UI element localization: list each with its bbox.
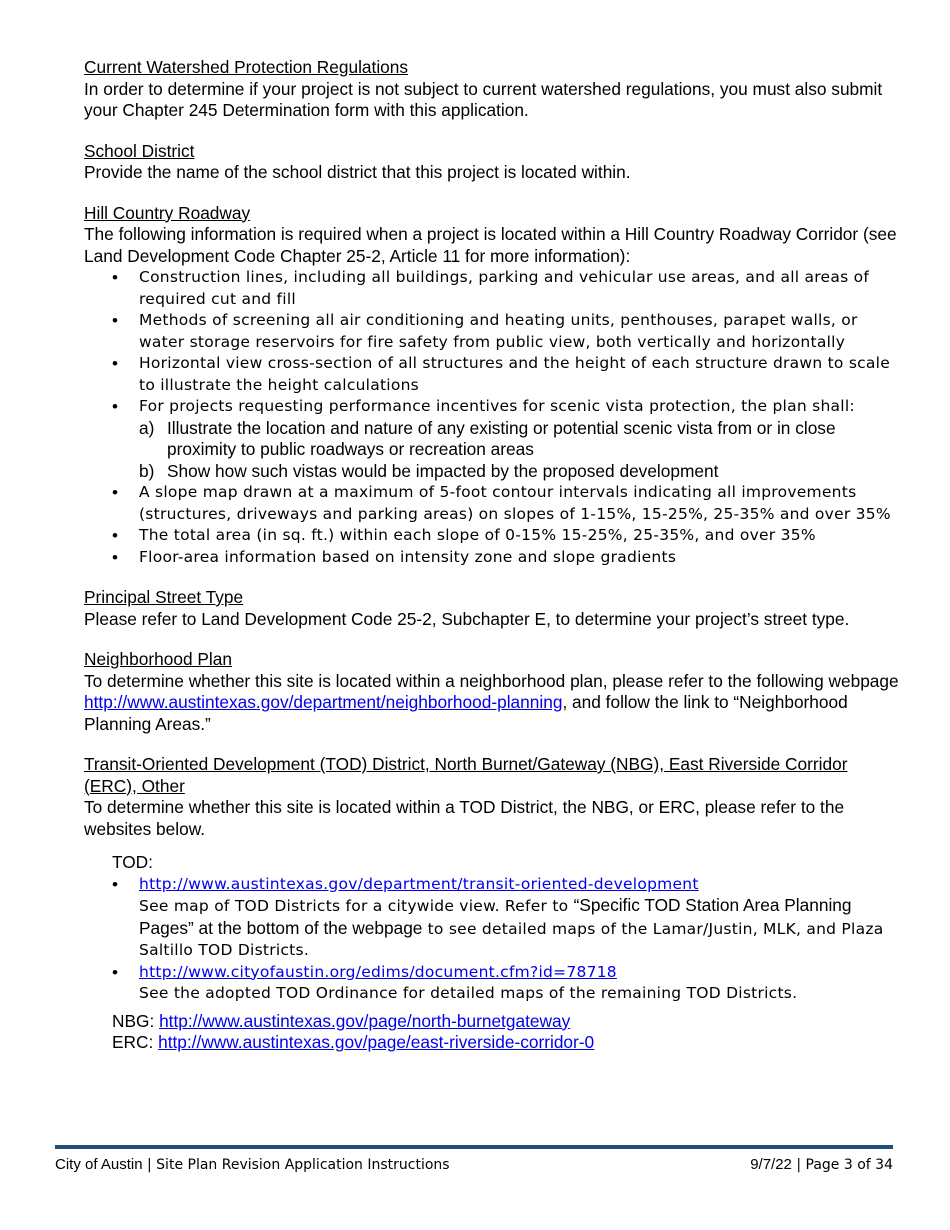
list-item [112,874,899,962]
tod-ordinance-link[interactable]: http://www.cityofaustin.org/edims/document.cfm?id=78718 [139,962,617,981]
body-text: , and follow the link to “Neighborhood Planning Areas.” [84,692,848,734]
school-section [84,141,899,184]
list-item: • The total area (in sq. ft.) within each slope of 0-15% 15-25%, 25-35%, and over 35% [84,525,899,547]
tod-section [84,754,899,1054]
list-item: • Floor-area information based on intensity zone and slope gradients [84,547,899,569]
sub-list [139,418,899,483]
nbg-link[interactable]: http://www.austintexas.gov/page/north-burnetgateway [159,1010,571,1031]
nbg-line [112,1011,899,1033]
neighborhood-planning-link[interactable]: http://www.austintexas.gov/department/neighborhood-planning [84,692,563,712]
section-heading: Hill Country Roadway [84,202,251,223]
erc-label: ERC: [112,1032,159,1052]
list-item: • Methods of screening all air conditioning and heating units, penthouses, parapet walls, or water storage reservoirs for fire safety from public view, both vertically and horizontally [84,310,899,353]
link-description: See map of TOD Districts for a citywide view. Refer to [139,897,574,915]
hill-country-section [84,203,899,569]
body-text: To determine whether this site is located within a neighborhood plan, please refer to the following webpage [84,670,899,691]
footer-doc-title: Site Plan Revision Application Instructions [156,1157,450,1173]
list-item: • Construction lines, including all buildings, parking and vehicular use areas, and all areas of required cut and fill [84,267,899,310]
sub-list-item [139,418,899,461]
sub-list-marker: a) [139,417,155,438]
document-body [84,57,899,1073]
section-body [84,671,899,736]
footer-org: City of Austin [55,1156,143,1173]
section-body: In order to determine if your project is not subject to current watershed regulations, you must also submit your Chapter 245 Determination form with this application. [84,78,883,120]
section-body: To determine whether this site is located within a TOD District, the NBG, or ERC, please refer to the websites below. [84,797,845,839]
section-heading: Transit-Oriented Development (TOD) District, North Burnet/Gateway (NBG), East Riverside Corridor (ERC), Other [84,754,848,796]
footer-left: City of Austin | Site Plan Revision Application Instructions [55,1156,450,1173]
list-item [84,396,899,482]
hill-country-list [84,267,899,568]
section-body: Please refer to Land Development Code 25-2, Subchapter E, to determine your project’s street type. [84,608,850,629]
neighborhood-section [84,649,899,735]
section-heading: School District [84,140,195,161]
watershed-section [84,57,899,122]
list-item: • A slope map drawn at a maximum of 5-foot contour intervals indicating all improvements (structures, driveways and parking areas) on slopes of 1-15%, 15-25%, 25-35% and over 35% [84,482,899,525]
link-description: to see detailed maps of the Lamar/Justin, MLK, and Plaza Saltillo TOD Districts. [139,919,884,959]
section-heading: Neighborhood Plan [84,649,232,669]
list-item: • Horizontal view cross-section of all structures and the height of each structure drawn to scale to illustrate the height calculations [84,353,899,396]
tod-label: TOD: [112,852,153,872]
sub-list-item [139,461,899,483]
erc-line [112,1032,899,1054]
sub-list-marker: b) [139,460,155,481]
erc-link[interactable]: http://www.austintexas.gov/page/east-riverside-corridor-0 [158,1032,595,1052]
footer-rule [55,1145,893,1149]
tod-links-block [112,852,899,1054]
list-item-text: For projects requesting performance incentives for scenic vista protection, the plan shall: [139,397,855,415]
link-description: “Specific TOD Station Area Planning Pages” at the bottom of the webpage [139,895,852,938]
footer-date: 9/7/22 [750,1156,792,1173]
nbg-label: NBG: [112,1010,160,1031]
section-body: The following information is required when a project is located within a Hill Country Roadway Corridor (see Land Development Code Chapter 25-2, Article 11 for more information): [84,224,897,266]
sub-list-text: Illustrate the location and nature of any existing or potential scenic vista from or in close proximity to public roadways or recreation areas [167,417,836,459]
street-type-section [84,587,899,630]
link-description: See the adopted TOD Ordinance for detailed maps of the remaining TOD Districts. [139,984,798,1002]
footer-page-number: Page 3 of 34 [805,1157,893,1173]
list-item [112,962,899,1005]
section-heading: Current Watershed Protection Regulations [84,57,409,77]
sub-list-text: Show how such vistas would be impacted by the proposed development [167,460,719,481]
tod-department-link[interactable]: http://www.austintexas.gov/department/transit-oriented-development [139,874,699,893]
tod-link-list [112,874,899,1005]
footer-right: 9/7/22 | Page 3 of 34 [750,1156,893,1173]
section-body: Provide the name of the school district that this project is located within. [84,162,631,182]
section-heading: Principal Street Type [84,587,244,607]
